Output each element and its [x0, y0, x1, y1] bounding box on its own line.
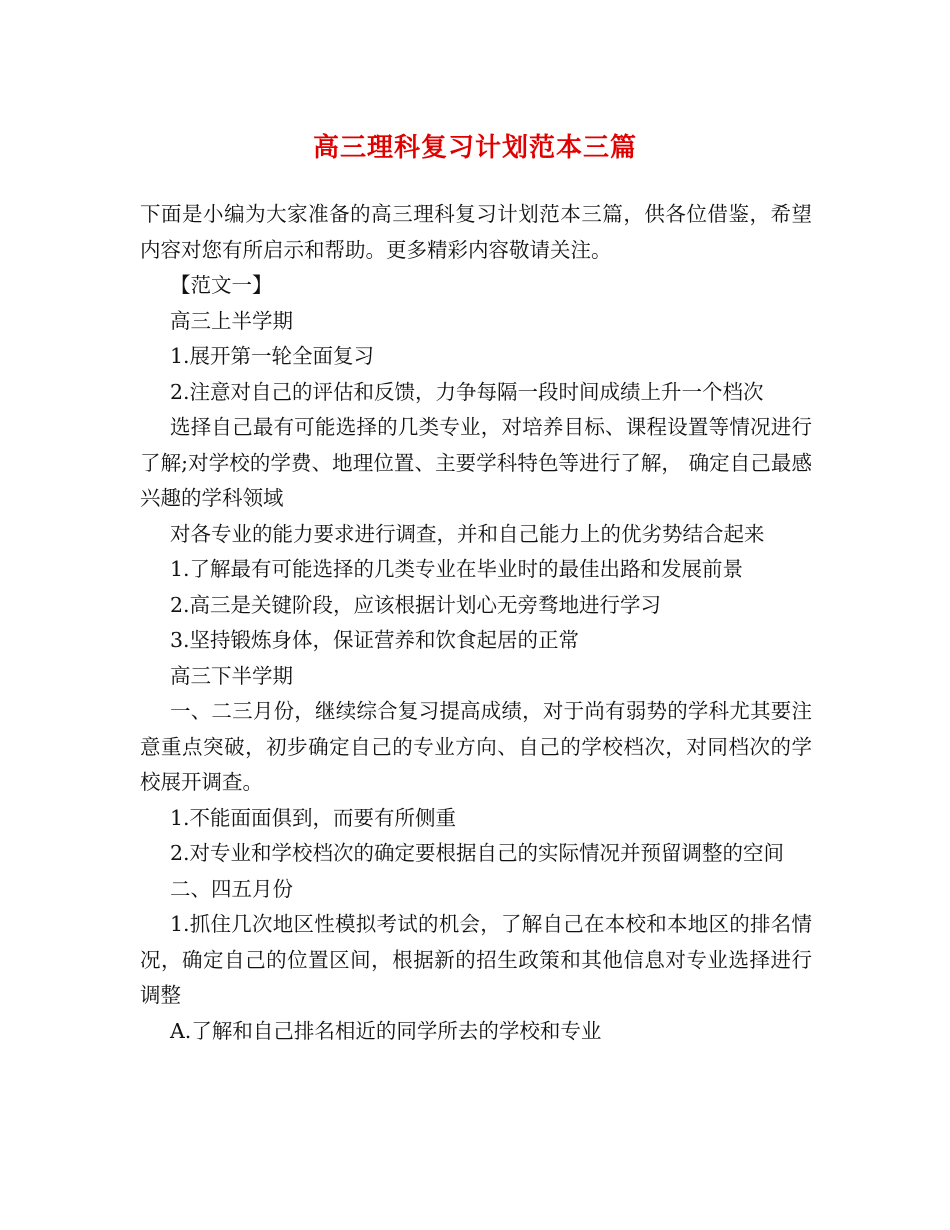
- intro-paragraph: 下面是小编为大家准备的高三理科复习计划范本三篇，供各位借鉴，希望内容对您有所启示和帮助。更多精彩内容敬请关注。: [140, 202, 812, 262]
- list-item: 1.不能面面俱到，而要有所侧重: [170, 805, 457, 830]
- list-item: 1.了解最有可能选择的几类专业在毕业时的最佳出路和发展前景: [170, 557, 744, 581]
- subheading-april-may: 二、四五月份: [170, 876, 293, 901]
- list-item: 2.注意对自己的评估和反馈，力争每隔一段时间成绩上升一个档次: [170, 379, 764, 404]
- body-paragraph: 选择自己最有可能选择的几类专业，对培养目标、课程设置等情况进行了解;对学校的学费、地理位置、主要学科特色等进行了解， 确定自己最感兴趣的学科领域: [140, 415, 812, 510]
- list-item: A.了解和自己排名相近的同学所去的学校和专业: [170, 1018, 602, 1043]
- section-heading-sample-one: 【范文一】: [170, 273, 273, 297]
- list-item: 2.对专业和学校档次的确定要根据自己的实际情况并预留调整的空间: [170, 841, 785, 865]
- list-item: 1.抓住几次地区性模拟考试的机会，了解自己在本校和本地区的排名情况，确定自己的位置区间，根据新的招生政策和其他信息对专业选择进行调整: [140, 912, 812, 1007]
- subheading-second-semester: 高三下半学期: [170, 663, 293, 688]
- list-item: 3.坚持锻炼身体，保证营养和饮食起居的正常: [170, 628, 580, 652]
- document-title: 高三理科复习计划范本三篇: [312, 133, 637, 163]
- list-item: 1.展开第一轮全面复习: [170, 344, 375, 368]
- list-item: 2.高三是关键阶段，应该根据计划心无旁骛地进行学习: [170, 592, 662, 617]
- subheading-first-semester: 高三上半学期: [170, 308, 293, 333]
- body-paragraph: 对各专业的能力要求进行调查，并和自己能力上的优劣势结合起来: [170, 521, 765, 546]
- document-body: [140, 197, 812, 1049]
- body-paragraph: 一、二三月份，继续综合复习提高成绩，对于尚有弱势的学科尤其要注意重点突破，初步确定自己的专业方向、自己的学校档次，对同档次的学校展开调查。: [140, 699, 812, 794]
